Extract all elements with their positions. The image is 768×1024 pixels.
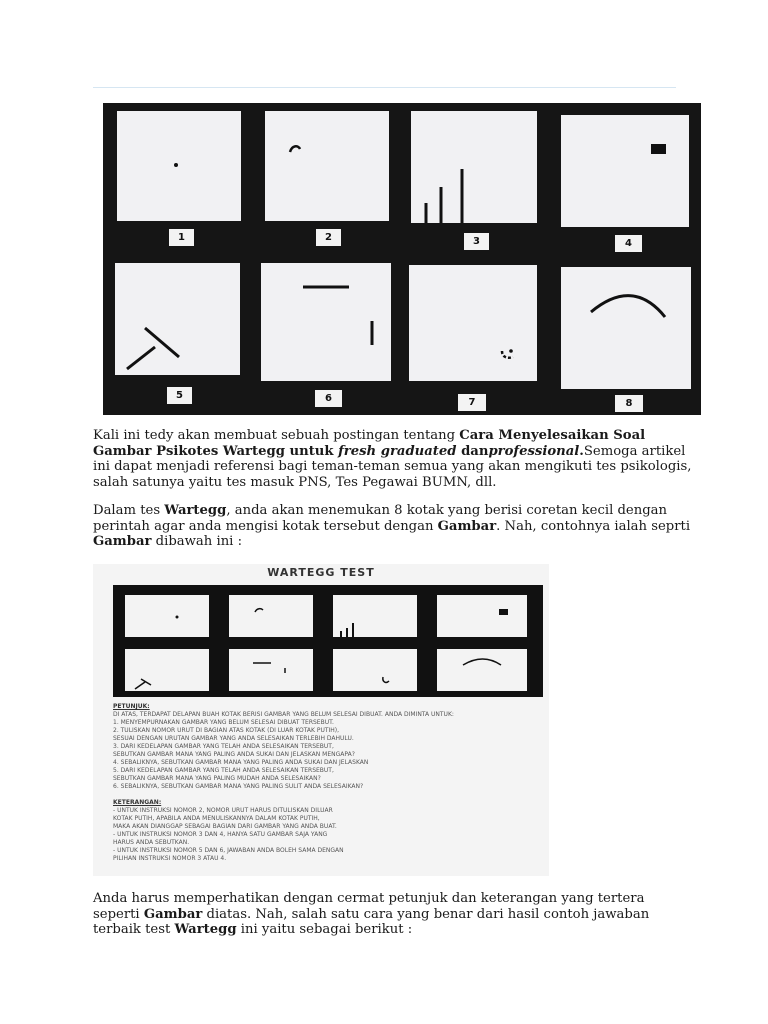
box-number-1: 1 xyxy=(169,229,194,246)
wartegg-bold: Wartegg xyxy=(164,503,227,518)
wartegg-test-sheet-image xyxy=(93,564,549,876)
petunjuk-line: 1. MENYEMPURNAKAN GAMBAR YANG BELUM SELESAI DIBUAT TERSEBUT. xyxy=(113,719,334,726)
petunjuk-line: DI ATAS, TERDAPAT DELAPAN BUAH KOTAK BERISI GAMBAR YANG BELUM SELESAI DIBUAT. ANDA DIMINTA UNTUK: xyxy=(113,711,454,718)
box-2 xyxy=(265,111,389,221)
box-number-7: 7 xyxy=(458,394,486,411)
keterangan-line: - UNTUK INSTRUKSI NOMOR 2, NOMOR URUT HARUS DITULISKAN DILUAR xyxy=(113,807,333,814)
wartegg-explanation-paragraph xyxy=(93,503,693,550)
gambar-bold: Gambar xyxy=(437,518,497,534)
box-4 xyxy=(561,115,689,227)
sheet-boxes-grid xyxy=(113,585,543,697)
sheet-box-7 xyxy=(333,649,417,691)
box-number-6: 6 xyxy=(315,390,342,407)
keterangan-line: - UNTUK INSTRUKSI NOMOR 3 DAN 4, HANYA SATU GAMBAR SAJA YANG xyxy=(113,831,328,838)
sheet-box-6 xyxy=(229,649,313,691)
box-5 xyxy=(115,263,240,375)
sheet-box-8 xyxy=(437,649,527,691)
petunjuk-line: SEBUTKAN GAMBAR MANA YANG PALING MUDAH ANDA SELESAIKAN? xyxy=(113,775,321,782)
text-segment: dibawah ini : xyxy=(151,534,243,549)
keterangan-line: HARUS ANDA SEBUTKAN. xyxy=(113,839,190,846)
box-3 xyxy=(411,111,537,223)
box-number-5: 5 xyxy=(167,387,192,404)
petunjuk-line: 4. SEBALIKNYA, SEBUTKAN GAMBAR MANA YANG PALING ANDA SUKAI DAN JELASKAN xyxy=(113,759,369,766)
petunjuk-line: 3. DARI KEDELAPAN GAMBAR YANG TELAH ANDA SELESAIKAN TERSEBUT, xyxy=(113,743,334,750)
title-period: . xyxy=(579,443,584,459)
text-segment: ini yaitu sebagai berikut : xyxy=(236,922,413,937)
professional-italic: professional xyxy=(488,443,580,459)
dan-bold: dan xyxy=(456,443,489,459)
text-segment: , anda akan menemukan 8 kotak yang berisi coretan kecil dengan perintah agar anda mengisi kotak tersebut dengan xyxy=(93,503,668,534)
sheet-box-5 xyxy=(125,649,209,691)
gambar-bold: Gambar xyxy=(93,534,152,549)
intro-rest-text: Semoga artikel ini dapat menjadi referensi bagi teman-teman semua yang akan mengikuti tes psikologis, salah satunya yaitu tes masuk PNS, Tes Pegawai BUMN, dll. xyxy=(93,443,692,490)
top-divider xyxy=(93,87,676,88)
wartegg-bold: Wartegg xyxy=(174,922,237,937)
box-8 xyxy=(561,267,691,389)
petunjuk-line: 2. TULISKAN NOMOR URUT DI BAGIAN ATAS KOTAK (DI LUAR KOTAK PUTIH), xyxy=(113,727,340,734)
petunjuk-line: SESUAI DENGAN URUTAN GAMBAR YANG ANDA SELESAIKAN TERLEBIH DAHULU. xyxy=(113,735,354,742)
box-number-4: 4 xyxy=(615,235,642,252)
sheet-box-4 xyxy=(437,595,527,637)
keterangan-line: - UNTUK INSTRUKSI NOMOR 5 DAN 6, JAWABAN ANDA BOLEH SAMA DENGAN xyxy=(113,847,344,854)
sheet-box-1 xyxy=(125,595,209,637)
box-6 xyxy=(261,263,391,381)
text-segment: diatas. Nah, salah satu cara yang benar dari hasil contoh jawaban terbaik test xyxy=(93,906,650,937)
petunjuk-heading: PETUNJUK: xyxy=(113,703,150,710)
intro-paragraph xyxy=(93,428,693,490)
sheet-box-3 xyxy=(333,595,417,637)
box-1 xyxy=(117,111,241,221)
petunjuk-line: 6. SEBALIKNYA, SEBUTKAN GAMBAR MANA YANG PALING SULIT ANDA SELESAIKAN? xyxy=(113,783,364,790)
text-segment: Dalam tes xyxy=(93,503,165,518)
keterangan-line: KOTAK PUTIH, APABILA ANDA MENULISKANNYA DALAM KOTAK PUTIH, xyxy=(113,815,320,822)
answer-intro-paragraph xyxy=(93,891,693,938)
text-segment: . Nah, contohnya ialah seprti xyxy=(496,518,691,534)
box-number-8: 8 xyxy=(615,395,643,412)
keterangan-heading: KETERANGAN: xyxy=(113,799,162,806)
article-title-bold: Cara Menyelesaikan Soal Gambar Psikotes Wartegg untuk xyxy=(93,428,646,459)
instructions-block xyxy=(113,703,543,863)
wartegg-boxes-image xyxy=(103,103,701,415)
petunjuk-line: 5. DARI KEDELAPAN GAMBAR YANG TELAH ANDA SELESAIKAN TERSEBUT, xyxy=(113,767,334,774)
box-number-3: 3 xyxy=(464,233,489,250)
box-7 xyxy=(409,265,537,381)
gambar-bold: Gambar xyxy=(143,906,203,922)
intro-text: Kali ini tedy akan membuat sebuah postingan tentang xyxy=(93,428,460,443)
petunjuk-line: SEBUTKAN GAMBAR MANA YANG PALING ANDA SUKAI DAN JELASKAN MENGAPA? xyxy=(113,751,355,758)
fresh-graduated-italic: fresh graduated xyxy=(338,443,457,459)
keterangan-line: MAKA AKAN DIANGGAP SEBAGAI BAGIAN DARI GAMBAR YANG ANDA BUAT. xyxy=(113,823,337,830)
sheet-box-2 xyxy=(229,595,313,637)
text-segment: Anda harus memperhatikan dengan cermat petunjuk dan keterangan yang tertera seperti xyxy=(93,891,645,922)
keterangan-line: PILIHAN INSTRUKSI NOMOR 3 ATAU 4. xyxy=(113,855,227,862)
box-number-2: 2 xyxy=(316,229,341,246)
sheet-title: WARTEGG TEST xyxy=(267,566,375,579)
